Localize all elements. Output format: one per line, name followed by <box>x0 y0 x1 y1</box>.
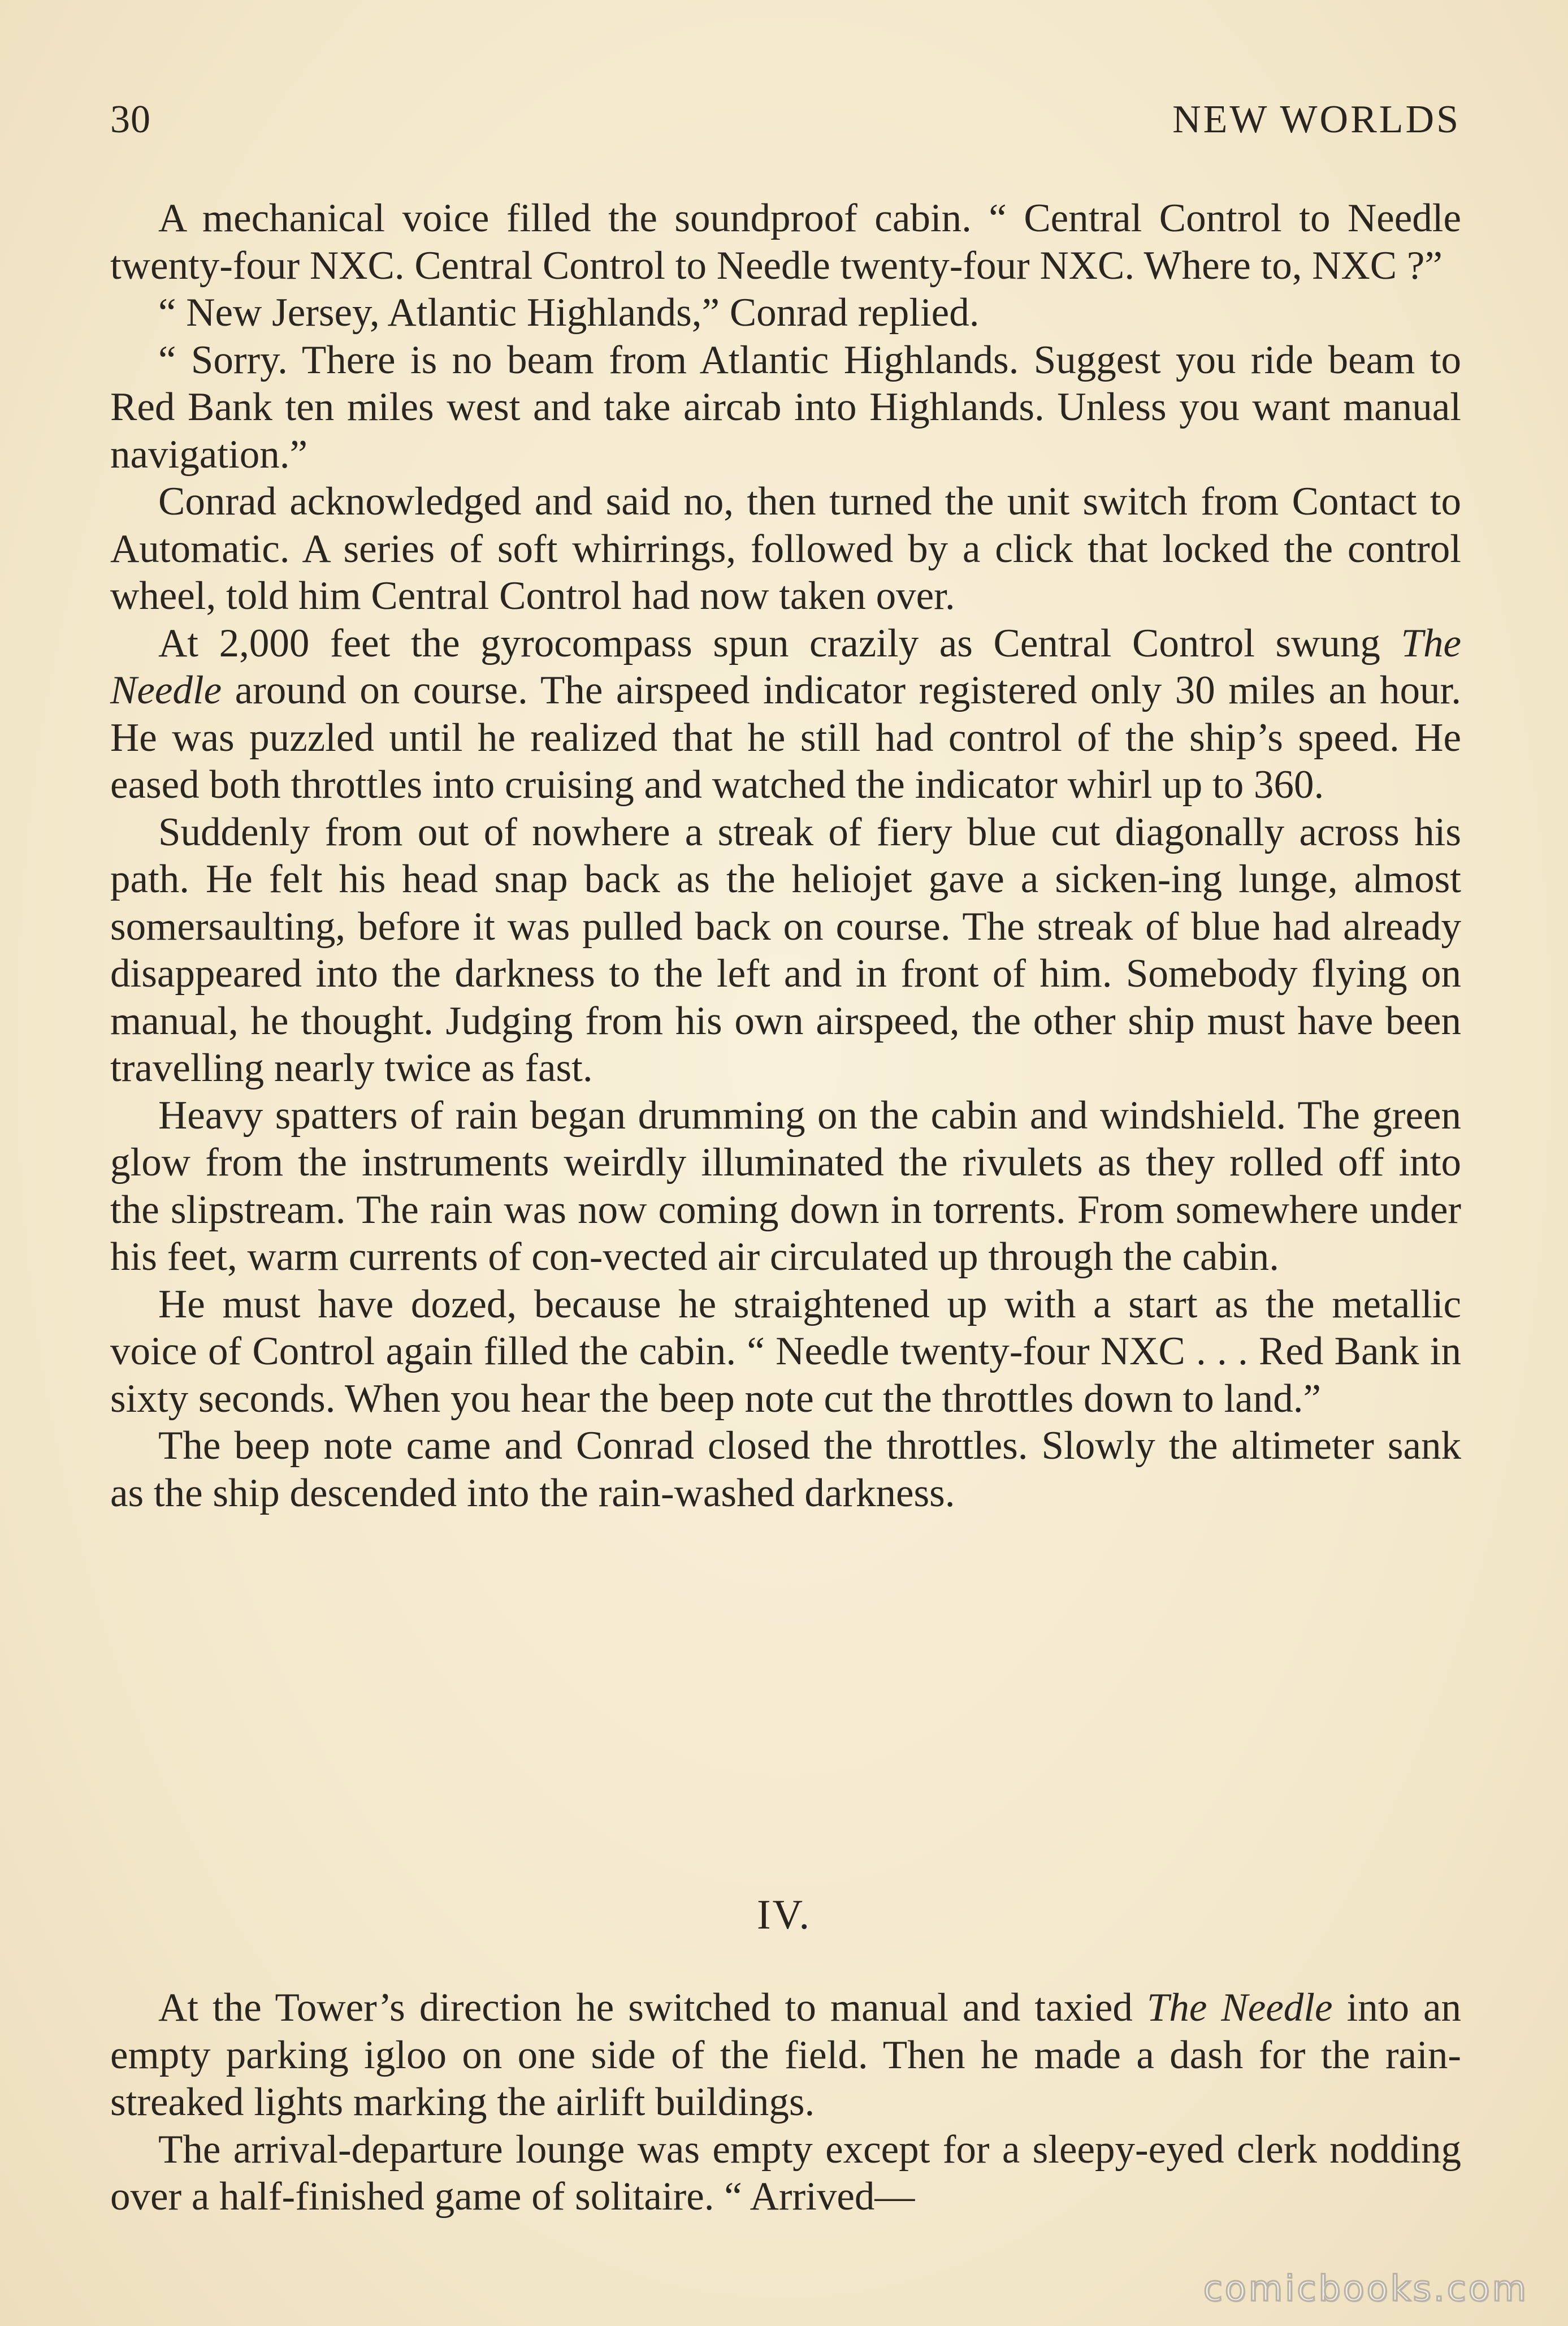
italic-title: The Needle <box>1146 1986 1333 2030</box>
section-heading: IV. <box>756 1892 812 1938</box>
text-run: At 2,000 feet the gyrocompass spun crazily as Central Control swung <box>158 621 1401 665</box>
text-run: “ New Jersey, Atlantic Highlands,” Conrad replied. <box>158 291 980 335</box>
paragraph-p1 <box>110 195 1461 289</box>
text-run: The arrival-departure lounge was empty except for a sleepy-eyed clerk nodding over a half-finished game of solitaire. “ Arrived— <box>110 2127 1461 2219</box>
paragraph-p7 <box>110 1092 1461 1281</box>
paragraph-p9 <box>110 1423 1461 1517</box>
running-head: NEW WORLDS <box>1172 98 1461 141</box>
text-run: The beep note came and Conrad closed the throttles. Slowly the altimeter sank as the ship descended into the rain-washed darkness. <box>110 1424 1461 1515</box>
text-run: He must have dozed, because he straightened up with a start as the metallic voice of Control again filled the cabin. “ Needle twenty-four NXC . . . Red Bank in sixty seconds. When you hear the beep note cut the throttles down to land.” <box>110 1282 1461 1421</box>
italic-title: The Needle <box>110 621 1461 712</box>
text-run: “ Sorry. There is no beam from Atlantic Highlands. Suggest you ride beam to Red Bank ten miles west and take aircab into Highlands. Unless you want manual navigation.” <box>110 338 1461 477</box>
text-run: Suddenly from out of nowhere a streak of fiery blue cut diagonally across his path. He felt his head snap back as the heliojet gave a sicken-ing lunge, almost somersaulting, before it was pulled back on course. The streak of blue had already disappeared into the darkness to the left and in front of him. Somebody flying on manual, he thought. Judging from his own airspeed, the other ship must have been travelling nearly twice as fast. <box>110 810 1461 1090</box>
text-run: Conrad acknowledged and said no, then turned the unit switch from Contact to Automatic. A series of soft whirrings, followed by a click that locked the control wheel, told him Central Control had now taken over. <box>110 479 1461 618</box>
text-run: into an empty parking igloo on one side of the field. Then he made a dash for the rain-streaked lights marking the airlift buildings. <box>110 1986 1462 2124</box>
page-number: 30 <box>110 98 151 141</box>
page-header <box>110 97 1461 154</box>
paragraph-p8 <box>110 1281 1461 1423</box>
paragraph-p2 <box>110 289 1461 337</box>
site-watermark: comicbooks.com <box>1203 2268 1528 2309</box>
paragraph-p10 <box>110 1985 1461 2126</box>
body-text-section-1 <box>110 195 1461 1517</box>
paragraph-p11 <box>110 2126 1461 2221</box>
paragraph-p3 <box>110 337 1461 479</box>
text-run: around on course. The airspeed indicator registered only 30 miles an hour. He was puzzled until he realized that he still had control of the ship’s speed. He eased both throttles into cruising and watched the indicator whirl up to 360. <box>110 668 1461 807</box>
paragraph-p6 <box>110 809 1461 1092</box>
text-run: A mechanical voice filled the soundproof cabin. “ Central Control to Needle twenty-four NXC. Central Control to Needle twenty-four NXC. Where to, NXC ?” <box>110 196 1461 288</box>
text-run: At the Tower’s direction he switched to manual and taxied <box>158 1986 1147 2030</box>
body-text-section-2 <box>110 1985 1461 2221</box>
paragraph-p5 <box>110 620 1461 809</box>
paragraph-p4 <box>110 478 1461 620</box>
text-run: Heavy spatters of rain began drumming on the cabin and windshield. The green glow from the instruments weirdly illuminated the rivulets as they rolled off into the slipstream. The rain was now coming down in torrents. From somewhere under his feet, warm currents of con-vected air circulated up through the cabin. <box>110 1093 1461 1279</box>
